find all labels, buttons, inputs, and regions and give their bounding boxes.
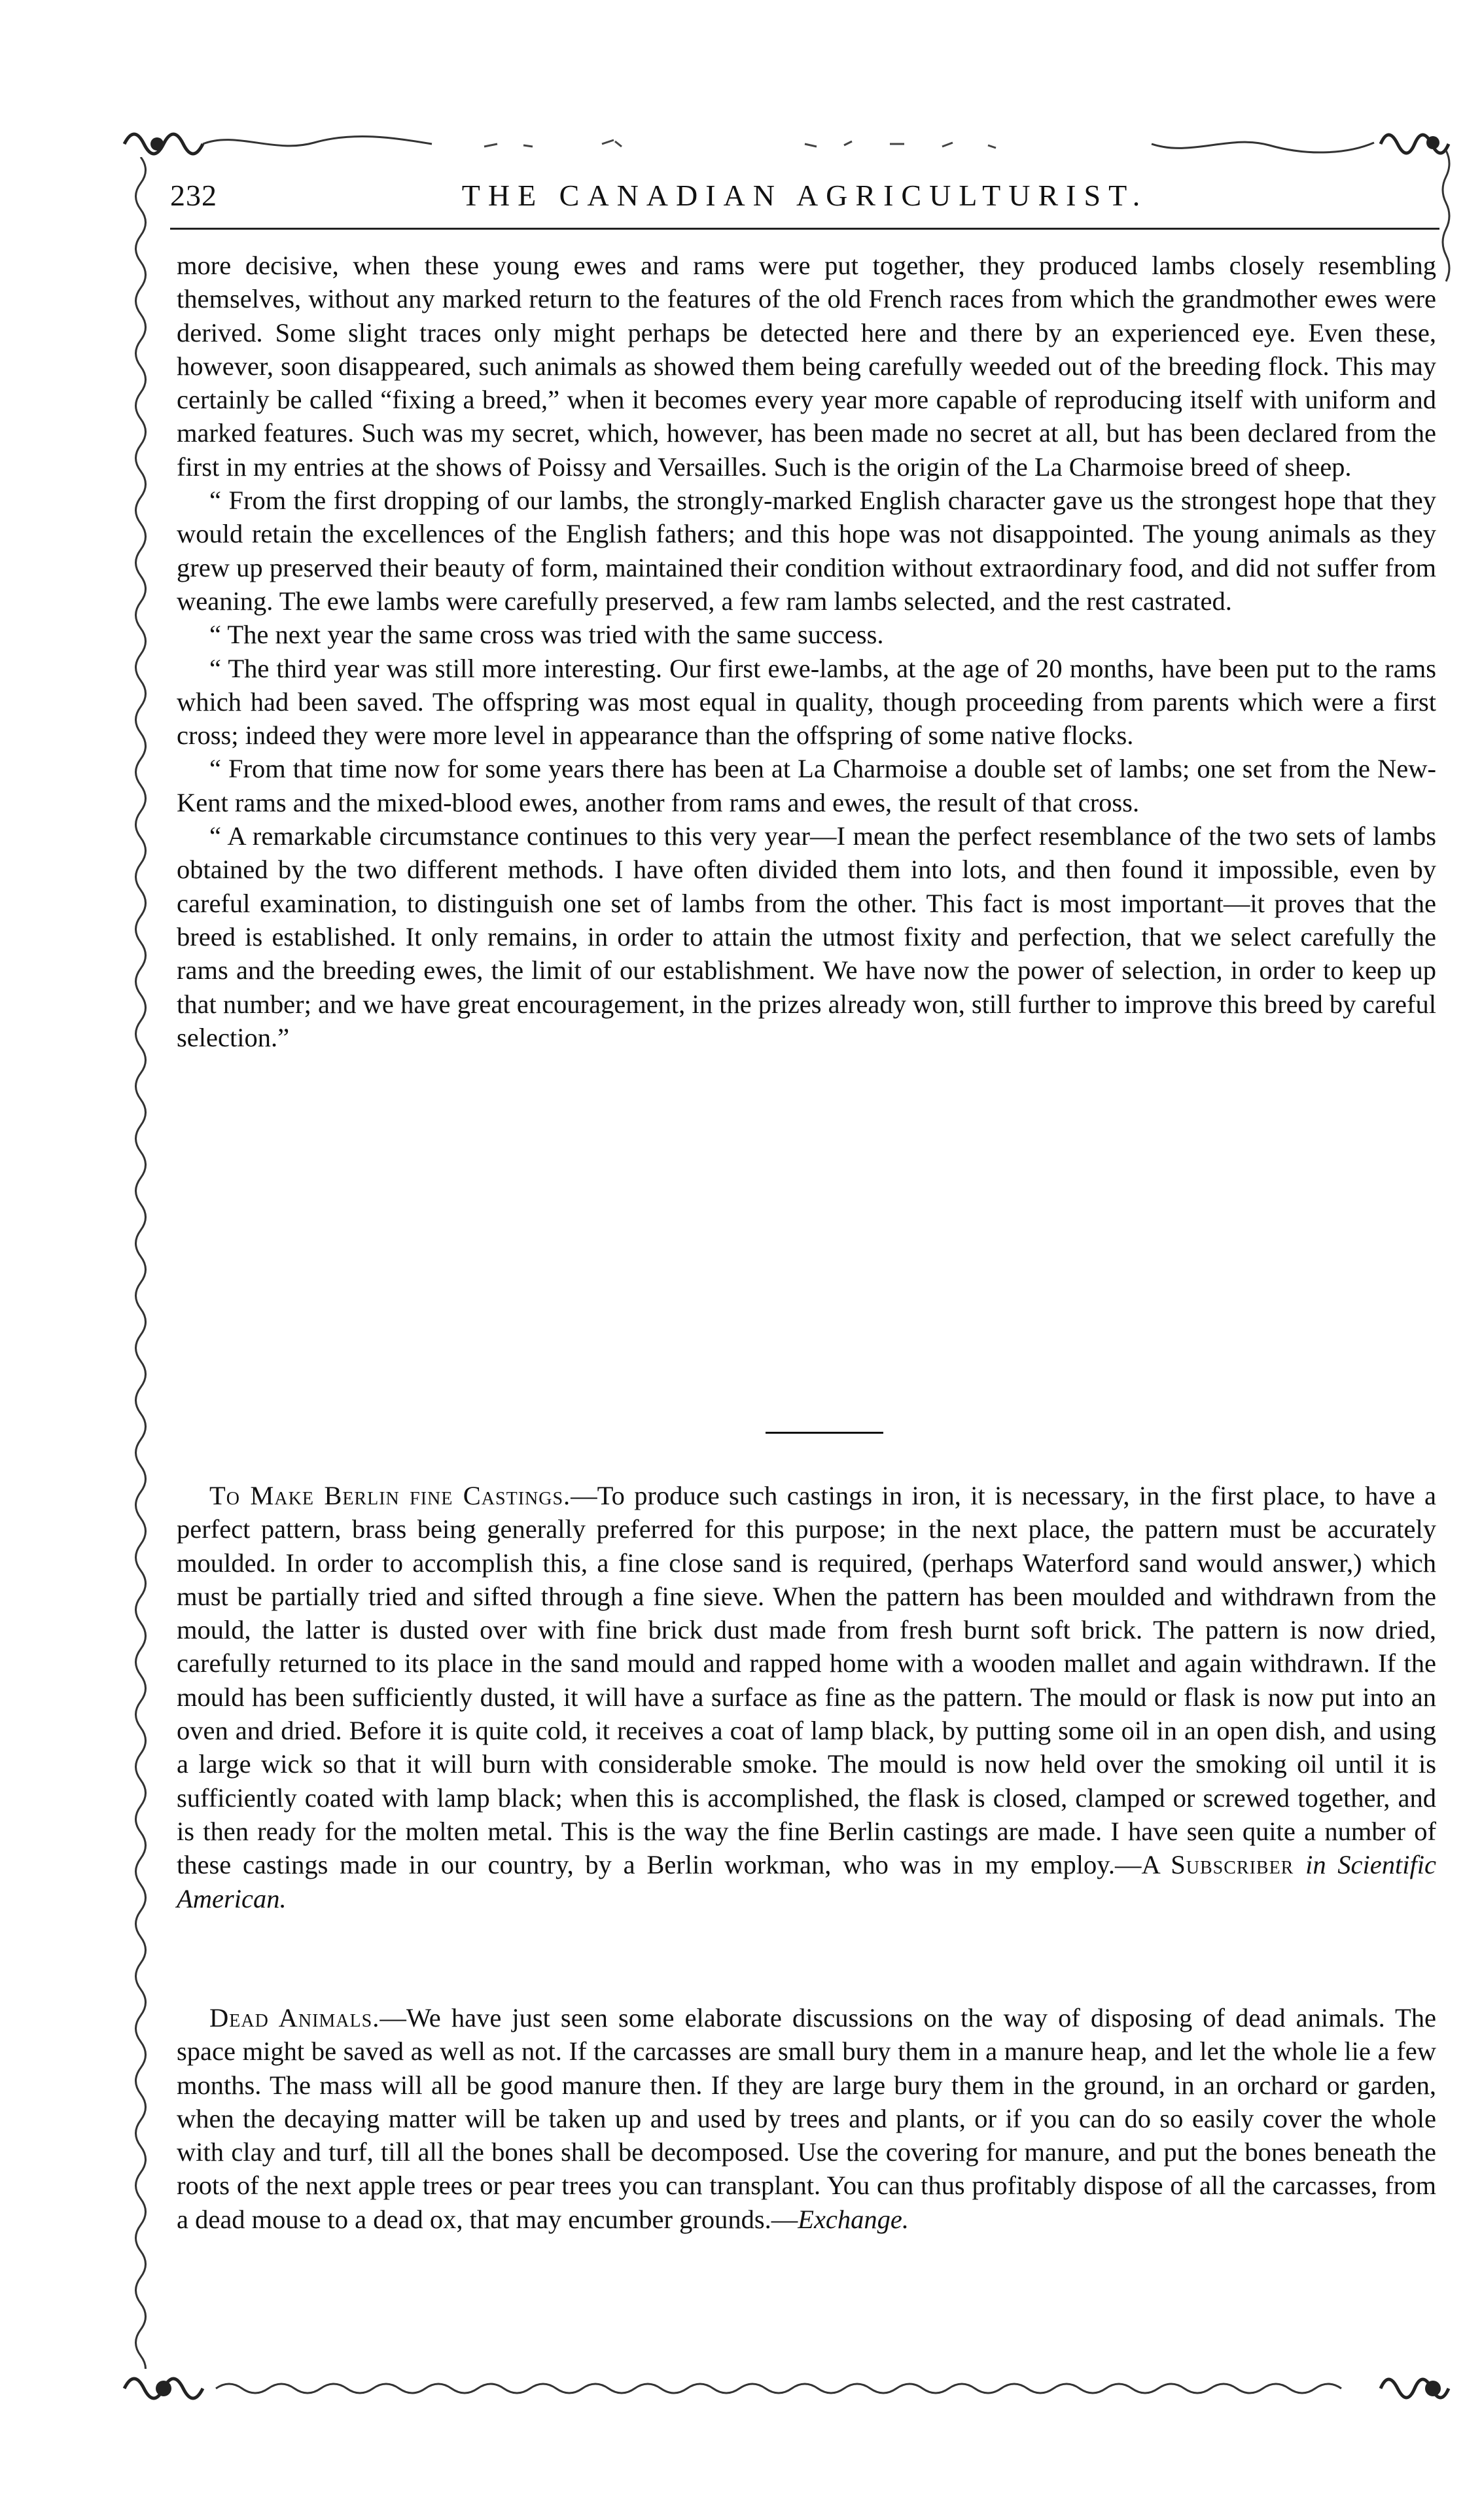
running-title: THE CANADIAN AGRICULTURIST. bbox=[461, 179, 1148, 212]
article-berlin-castings bbox=[177, 1479, 1436, 1915]
left-border bbox=[124, 157, 157, 2369]
paragraph bbox=[177, 1479, 1436, 1915]
paragraph: more decisive, when these young ewes and rams were put together, they produced lambs closely resembling themselves, without any marked return to the features of the old French races from which the grandmother ewes were derived. Some slight traces only might perhaps be detected here and there by an experienced eye. Even these, however, soon disappeared, such animals as showed them being carefully weeded out of the breeding flock. This may certainly be called “fixing a breed,” when it becomes every year more capable of reproducing itself with uniform and marked features. Such was my secret, which, however, has been made no secret at all, but has been declared from the first in my entries at the shows of Poissy and Versailles. Such is the origin of the La Charmoise breed of sheep. bbox=[177, 251, 1436, 482]
page-header bbox=[170, 178, 1439, 225]
source-credit: Exchange. bbox=[798, 2204, 909, 2234]
page-number: 232 bbox=[170, 179, 217, 212]
signature: Subscriber bbox=[1171, 1850, 1294, 1880]
article-dead-animals bbox=[177, 2001, 1436, 2236]
top-ornament bbox=[118, 118, 1466, 170]
paragraph: “ From that time now for some years there has been at La Charmoise a double set of lambs; one set from the New-Kent rams and the mixed-blood ewes, another from rams and ewes, the result of that cross. bbox=[177, 754, 1436, 817]
article-body: —To produce such castings in iron, it is necessary, in the first place, to have a perfect pattern, brass being generally preferred for this purpose; in the next place, the pattern must be accurately moulded. In order to accomplish this, a fine close sand is required, (perhaps Waterford sand would answer,) which must be partially tried and sifted through a fine sieve. When the pattern has been moulded and withdrawn from the mould, the latter is dusted over with fine brick dust made from fresh burnt soft brick. The pattern is now dried, carefully returned to its place in the sand mould and rapped home with a wooden mallet and again withdrawn. If the mould has been sufficiently dusted, it will have a surface as fine as the pattern. The mould or flask is now put into an oven and dried. Before it is quite cold, it receives a coat of lamp black, by putting some oil in an open dish, and using a large wick so that it will burn with considerable smoke. The mould is now held over the smoking oil until it is sufficiently coated with lamp black; when this is accomplished, the flask is closed, clamped or screwed together, and is then ready for the molten metal. This is the way the fine Berlin castings are made. I have seen quite a number of these castings made in our country, by a Berlin workman, who was in my employ.—A bbox=[177, 1481, 1436, 1880]
article-title: Dead Animals. bbox=[209, 2003, 380, 2032]
paragraph: “ From the first dropping of our lambs, the strongly-marked English character gave us the strongest hope that they would retain the excellences of the English fathers; and this hope was not disappointed. The young animals as they grew up preserved their beauty of form, maintained their condition without extraordinary food, and did not suffer from weaning. The ewe lambs were carefully preserved, a few ram lambs selected, and the rest castrated. bbox=[177, 486, 1436, 616]
source-credit: in Scientific American. bbox=[177, 1850, 1436, 1913]
paragraph: “ The next year the same cross was tried with the same success. bbox=[209, 620, 884, 650]
article-title: To Make Berlin fine Castings. bbox=[209, 1481, 571, 1510]
article-body: —We have just seen some elaborate discussions on the way of disposing of dead animals. The space might be saved as well as not. If the carcasses are small bury them in a manure heap, and let the whole lie a few months. The mass will all be good manure then. If they are large bury them in the ground, in an orchard or garden, when the decaying matter will be taken up and used by trees and plants, or if you can do so easily cover the whole with clay and turf, till all the bones shall be decomposed. Use the covering for manure, and put the bones beneath the roots of the next apple trees or pear trees you can transplant. You can thus profitably dispose of all the carcasses, from a dead mouse to a dead ox, that may encumber grounds.— bbox=[177, 2003, 1436, 2234]
header-rule bbox=[170, 228, 1439, 230]
paragraph: “ The third year was still more interesting. Our first ewe-lambs, at the age of 20 months, have been put to the rams which had been saved. The offspring was most equal in quality, though proceeding from parents which were a first cross; indeed they were more level in appearance than the offspring of some native flocks. bbox=[177, 653, 1436, 751]
paragraph: “ A remarkable circumstance continues to this very year—I mean the perfect resemblance of the two sets of lambs obtained by the two different methods. I have often divided them into lots, and then found it impossible, even by careful examination, to distinguish one set of lambs from the other. This fact is most important—it proves that the breed is established. It only remains, in order to attain the utmost fixity and perfection, that we select carefully the rams and the breeding ewes, the limit of our establishment. We have now the power of selection, in order to keep up that number; and we have great encouragement, in the prizes already won, still further to improve this breed by careful selection.” bbox=[177, 821, 1436, 1052]
paragraph bbox=[177, 2001, 1436, 2236]
bottom-ornament bbox=[118, 2362, 1466, 2415]
article-la-charmoise bbox=[177, 249, 1436, 1054]
section-separator bbox=[766, 1432, 883, 1434]
